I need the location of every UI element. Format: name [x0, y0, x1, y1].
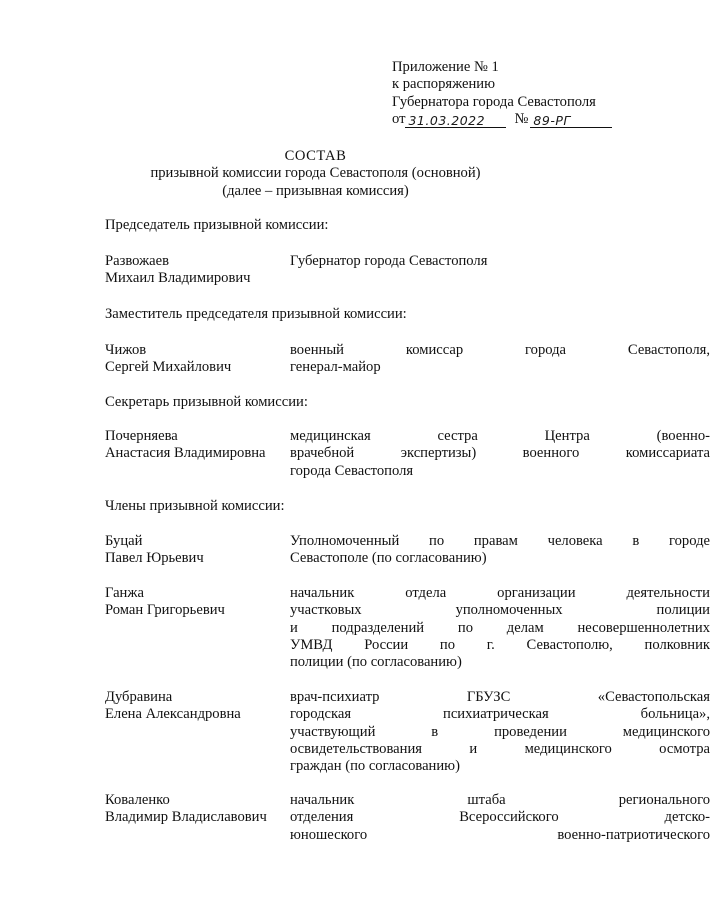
person-given-name: Роман Григорьевич	[105, 602, 225, 619]
person-given-name: Елена Александровна	[105, 706, 241, 723]
annex-date: 31.03.2022	[405, 114, 506, 129]
section-deputy: Заместитель председателя призывной комиссии:	[105, 306, 407, 322]
person-given-name: Павел Юрьевич	[105, 550, 204, 567]
person-role	[290, 585, 710, 672]
annex-number: 89-РГ	[530, 114, 612, 129]
person-given-name: Анастасия Владимировна	[105, 445, 266, 462]
role-line: граждан (по согласованию)	[290, 758, 460, 775]
role-line: начальник отдела организации деятельности	[290, 585, 710, 601]
person-surname: Ганжа	[105, 585, 144, 601]
role-line: врачебной экспертизы) военного комиссариата	[290, 445, 710, 462]
document-title	[0, 148, 631, 200]
role-line: участвующий в проведении медицинского	[290, 723, 710, 740]
person-name	[105, 342, 285, 377]
role-line: Губернатор города Севастополя	[290, 253, 488, 269]
section-chairman: Председатель призывной комиссии:	[105, 217, 329, 233]
role-line: полиции (по согласованию)	[290, 654, 462, 671]
annex-line-2: к распоряжению	[392, 76, 495, 93]
role-line: военный комиссар города Севастополя,	[290, 342, 710, 358]
person-name	[105, 428, 285, 463]
person-surname: Развожаев	[105, 253, 170, 269]
role-line: УМВД России по г. Севастополю, полковник	[290, 637, 710, 654]
person-name	[105, 689, 285, 724]
role-line: участковых уполномоченных полиции	[290, 602, 710, 619]
role-line: Севастополе (по согласованию)	[290, 550, 487, 567]
person-role	[290, 689, 710, 776]
annex-line-3: Губернатора города Севастополя	[392, 93, 596, 110]
person-given-name: Владимир Владиславович	[105, 809, 267, 826]
person-name	[105, 585, 285, 620]
title-line-3: (далее – призывная комиссия)	[222, 182, 409, 199]
person-role	[290, 342, 710, 377]
person-name	[105, 253, 285, 288]
role-line: городская психиатрическая больница»,	[290, 706, 710, 723]
annex-date-number-line	[392, 111, 624, 128]
title-main: СОСТАВ	[284, 148, 347, 164]
role-line: генерал-майор	[290, 359, 381, 376]
section-members: Члены призывной комиссии:	[105, 498, 285, 514]
person-name	[105, 533, 285, 568]
person-given-name: Сергей Михайлович	[105, 359, 232, 376]
person-surname: Буцай	[105, 533, 143, 549]
person-surname: Коваленко	[105, 792, 170, 808]
section-secretary: Секретарь призывной комиссии:	[105, 394, 308, 410]
role-line: медицинская сестра Центра (военно-	[290, 428, 710, 444]
person-role	[290, 533, 710, 568]
role-line: юношеского военно-патриотического	[290, 826, 710, 843]
person-surname: Почерняева	[105, 428, 178, 444]
title-line-2: призывной комиссии города Севастополя (основной)	[150, 165, 481, 182]
role-line: отделения Всероссийского детско-	[290, 809, 710, 826]
role-line: и подразделений по делам несовершеннолетних	[290, 619, 710, 636]
person-surname: Чижов	[105, 342, 147, 358]
role-line: Уполномоченный по правам человека в городе	[290, 533, 710, 549]
person-role	[290, 253, 710, 270]
annex-from-label: от	[392, 111, 406, 128]
role-line: освидетельствования и медицинского осмотра	[290, 741, 710, 758]
role-line: города Севастополя	[290, 462, 414, 479]
annex-title: Приложение № 1	[392, 59, 499, 75]
person-surname: Дубравина	[105, 689, 173, 705]
person-role	[290, 428, 710, 480]
person-role	[290, 792, 710, 844]
role-line: врач-психиатр ГБУЗС «Севастопольская	[290, 689, 710, 705]
annex-block	[392, 59, 624, 128]
person-given-name: Михаил Владимирович	[105, 270, 251, 287]
person-name	[105, 792, 285, 827]
role-line: начальник штаба регионального	[290, 792, 710, 808]
annex-number-label: №	[514, 111, 529, 128]
